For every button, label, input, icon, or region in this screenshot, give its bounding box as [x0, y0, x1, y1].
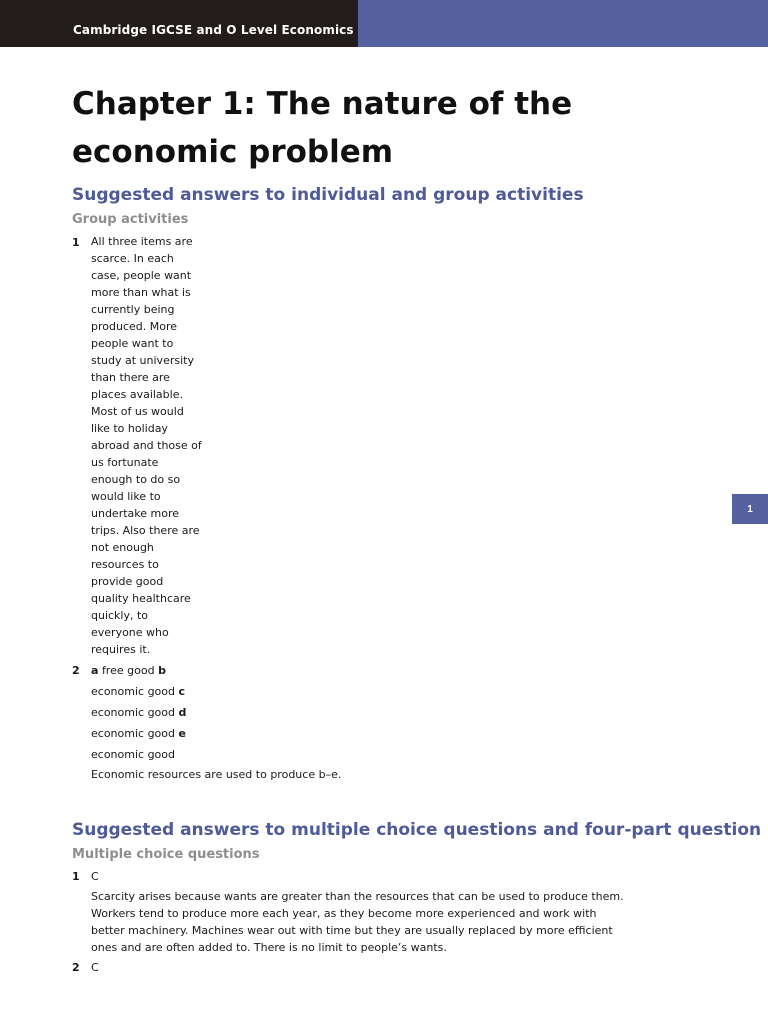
sub-answer-line — [91, 706, 186, 719]
answer-letter: C — [91, 870, 99, 883]
sub-answer-line — [91, 748, 175, 761]
part-text: free good — [101, 664, 155, 677]
answer-letter: C — [91, 961, 99, 974]
header-accent-bar — [358, 0, 768, 47]
page-number: 1 — [747, 503, 753, 515]
part-text: economic good — [91, 685, 175, 698]
sub-answer-line — [91, 727, 186, 740]
chapter-title: Chapter 1: The nature of the economic problem — [72, 86, 573, 170]
subheading-group-activities: Group activities — [72, 212, 189, 227]
item-number: 2 — [72, 961, 80, 974]
answer-note: Economic resources are used to produce b–e. — [91, 768, 342, 781]
answer-explanation: Scarcity arises because wants are greater than the resources that can be used to produce them. Workers tend to produce more each year, as they become more experienced and work with better machinery. Machines wear out with time but they are usually replaced by more efficient ones and are often added to. There is no limit to people’s wants. — [91, 890, 624, 954]
item-number: 2 — [72, 664, 80, 677]
part-text: economic good — [91, 727, 175, 740]
answer-text: All three items are scarce. In each case, people want more than what is currently being produced. More people want to study at university than there are places available. Most of us would like to holiday abroad and those of us fortunate enough to do so would like to undertake more trips. Also there are not enough resources to provide good quality healthcare quickly, to everyone who requires it. — [91, 235, 202, 656]
section-heading-activities: Suggested answers to individual and group activities — [72, 185, 584, 205]
part-letter: d — [178, 706, 187, 719]
item-number: 1 — [72, 236, 80, 249]
page-number-tab — [732, 494, 768, 524]
part-text: economic good — [91, 748, 175, 761]
section-heading-multiple-choice: Suggested answers to multiple choice questions and four-part question — [72, 820, 762, 840]
part-letter: c — [178, 685, 186, 698]
running-header — [0, 0, 358, 47]
part-letter: a — [91, 664, 99, 677]
sub-answer-line — [91, 685, 185, 698]
subheading-multiple-choice: Multiple choice questions — [72, 847, 260, 862]
sub-answer-line — [91, 664, 166, 677]
part-text: economic good — [91, 706, 175, 719]
part-letter: b — [158, 664, 166, 677]
item-number: 1 — [72, 870, 80, 883]
part-letter: e — [178, 727, 186, 740]
book-title: Cambridge IGCSE and O Level Economics — [73, 23, 354, 37]
